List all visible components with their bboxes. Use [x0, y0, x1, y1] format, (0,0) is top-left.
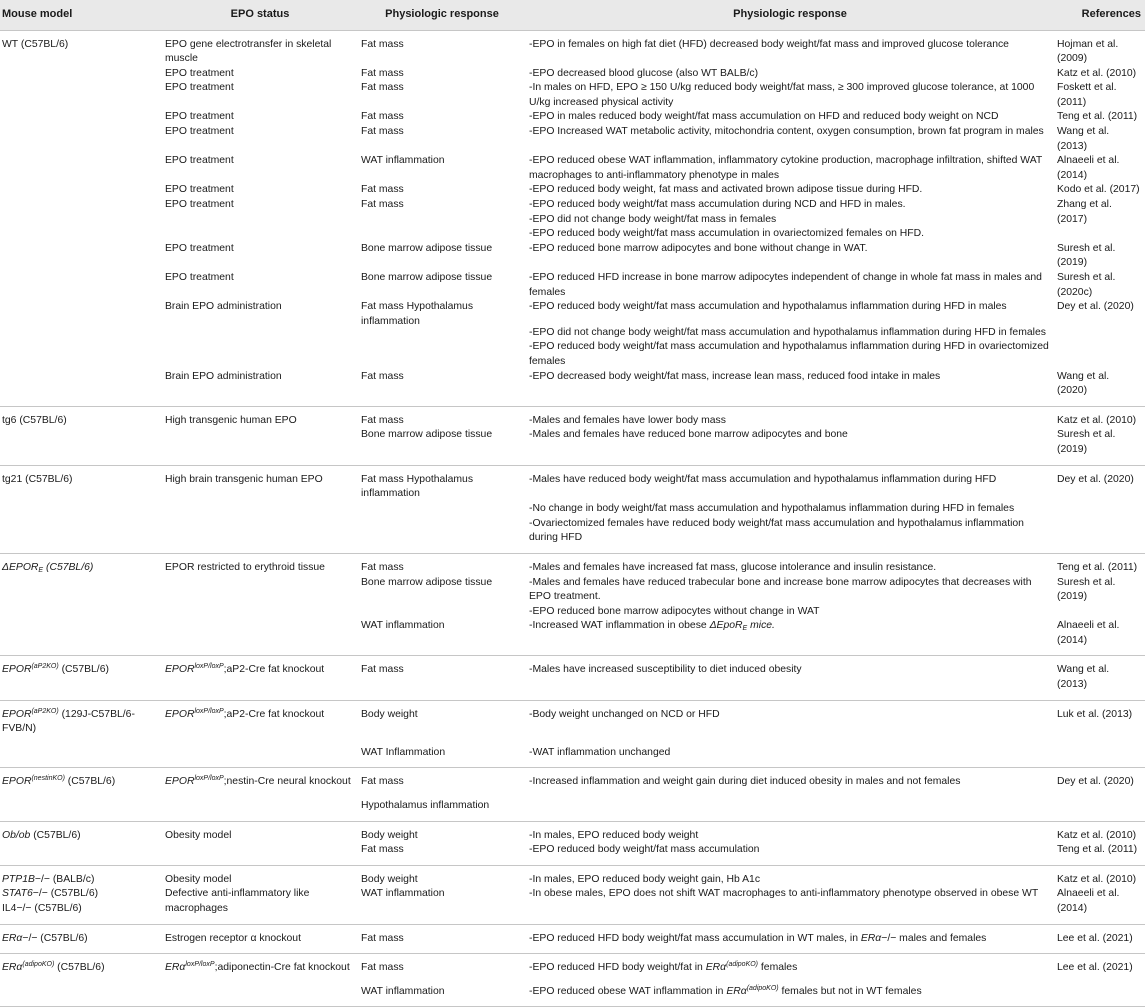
table-row [0, 67, 1145, 82]
response-detail: -EPO Increased WAT metabolic activity, mitochondria content, oxygen consumption, brown fat program in males [529, 126, 1044, 138]
table-row [0, 30, 1145, 67]
reference: Hojman et al. (2009) [1057, 38, 1119, 65]
mouse-model: tg21 (C57BL/6) [0, 465, 162, 553]
epo-status: Obesity model [165, 873, 232, 885]
response-detail [526, 576, 1054, 620]
response-detail: -EPO reduced HFD increase in bone marrow adipocytes independent of change in whole fat mass in males and females [529, 272, 1042, 298]
response-detail [526, 198, 1054, 242]
table-row [0, 768, 1145, 799]
response-detail: -Males and females have lower body mass [529, 414, 726, 426]
physiologic-response: Fat mass [361, 184, 404, 196]
response-detail: -Body weight unchanged on NCD or HFD [529, 708, 720, 720]
response-detail: -Males have increased susceptibility to diet induced obesity [526, 656, 1054, 700]
physiologic-response: WAT inflammation [358, 985, 526, 1007]
header-references: References [1054, 0, 1145, 30]
table-row [0, 300, 1145, 369]
physiologic-response: Body weight [361, 708, 418, 720]
table-row [0, 746, 1145, 768]
reference: Alnaeeli et al. (2014) [1057, 155, 1120, 181]
table-row [0, 619, 1145, 656]
table-row [0, 198, 1145, 242]
response-detail: -WAT inflammation unchanged [526, 746, 1054, 768]
epo-status: EPO treatment [165, 111, 234, 123]
epo-status: $EPOR^{loxP/loxP};nestin$-Cre neural knockout [165, 775, 351, 788]
table-row [0, 242, 1145, 271]
header-epo-status: EPO status [162, 0, 358, 30]
response-detail: -In obese males, EPO does not shift WAT macrophages to anti-inflammatory phenotype observed in obese WT [526, 887, 1054, 924]
response-detail: -In males, EPO reduced body weight [529, 829, 699, 841]
table-row [0, 465, 1145, 553]
response-line: -EPO did not change body weight/fat mass in females [529, 213, 777, 225]
response-line: -Males have reduced body weight/fat mass accumulation and hypothalamus inflammation during HFD [529, 473, 997, 485]
response-line: -EPO reduced body weight/fat mass accumulation and hypothalamus inflammation during HFD in ovariectomized females [529, 341, 1049, 367]
response-line: -EPO reduced body weight/fat mass accumulation during NCD and HFD in males. [529, 199, 906, 211]
epo-status: EPO treatment [165, 82, 234, 94]
table-row [0, 799, 1145, 821]
table-row [0, 183, 1145, 198]
physiologic-response: WAT inflammation [361, 155, 445, 167]
physiologic-response: Fat mass [358, 924, 526, 954]
physiologic-response: Fat mass [361, 414, 404, 426]
table-row [0, 370, 1145, 407]
physiologic-response: Fat mass [361, 962, 404, 974]
mouse-model: $\Delta EPOR_E$ (C57BL/6) [2, 561, 94, 574]
reference: Katz et al. (2010) [1057, 67, 1137, 79]
physiologic-response: Fat mass [358, 656, 526, 700]
epo-status: High transgenic human EPO [165, 414, 297, 426]
mouse-model: PTP1B−/− (BALB/c) [2, 873, 95, 885]
table-row [0, 428, 1145, 465]
mouse-model: WT (C57BL/6) [2, 38, 69, 50]
reference: Katz et al. (2010) [1057, 873, 1137, 885]
reference: Alnaeeli et al. (2014) [1054, 887, 1145, 924]
response-detail: -EPO decreased blood glucose (also WT BALB/c) [529, 67, 759, 79]
epo-status: EPO treatment [165, 67, 234, 79]
reference: Teng et al. (2011) [1057, 561, 1138, 573]
epo-status: EPO treatment [165, 199, 234, 211]
response-detail: -Increased inflammation and weight gain during diet induced obesity in males and not females [529, 776, 961, 788]
reference: Suresh et al. (2019) [1057, 576, 1116, 603]
reference: Lee et al. (2021) [1054, 924, 1145, 954]
reference: Suresh et al. (2020c) [1057, 272, 1116, 298]
epo-status: EPO treatment [165, 155, 234, 167]
table-row [0, 553, 1145, 575]
epo-status: $EPOR^{loxP/loxP};aP2$-Cre fat knockout [165, 707, 325, 720]
response-detail: -Males and females have reduced bone marrow adipocytes and bone [526, 428, 1054, 465]
mouse-model: Ob/ob (C57BL/6) [2, 829, 81, 841]
response-detail [526, 300, 1054, 369]
epo-status: Defective anti-inflammatory like macrophages [162, 887, 358, 924]
reference: Suresh et al. (2019) [1057, 242, 1116, 269]
table-row [0, 154, 1145, 183]
physiologic-response: Fat mass [358, 843, 526, 865]
table-row [0, 887, 1145, 924]
table-row [0, 271, 1145, 300]
response-line: -Ovariectomized females have reduced body weight/fat mass accumulation and hypothalamus inflammation during HFD [529, 517, 1024, 544]
response-detail: -Increased WAT inflammation in obese ΔEpoR$_E$ mice. [526, 619, 1054, 656]
physiologic-response: Bone marrow adipose tissue [361, 242, 493, 254]
epo-status: $EPOR^{loxP/loxP};aP2$-Cre fat knockout [162, 656, 358, 700]
mouse-model: $EPOR^{(aP2KO)}$ (129J-C57BL/6-FVB/N) [2, 707, 135, 735]
response-line: -No change in body weight/fat mass accumulation and hypothalamus inflammation during HFD in females [529, 503, 1015, 515]
reference: Katz et al. (2010) [1057, 414, 1137, 426]
physiologic-response: Fat mass [361, 82, 404, 94]
mouse-model: STAT6−/− (C57BL/6) IL4−/− (C57BL/6) [0, 887, 162, 924]
response-detail: -In males on HFD, EPO ≥ 150 U/kg reduced body weight/fat mass, ≥ 300 improved glucose tolerance, at 1000 U/kg increased physical activity [529, 82, 1035, 108]
physiologic-response: Fat mass [361, 111, 404, 123]
table-row [0, 821, 1145, 843]
header-physiologic-response-detail: Physiologic response [526, 0, 1054, 30]
response-detail: -EPO reduced body weight/fat mass accumulation [526, 843, 1054, 865]
reference: Luk et al. (2013) [1057, 708, 1133, 720]
table-row [0, 656, 1145, 700]
reference: Dey et al. (2020) [1054, 465, 1145, 553]
reference: Dey et al. (2020) [1057, 776, 1134, 788]
table-row [0, 576, 1145, 620]
reference: Katz et al. (2010) [1057, 829, 1137, 841]
reference: Kodo et al. (2017) [1057, 184, 1140, 196]
epo-status: EPO gene electrotransfer in skeletal muscle [165, 38, 332, 65]
epo-status: EPO treatment [165, 272, 234, 283]
epo-status: Estrogen receptor α knockout [162, 924, 358, 954]
table-row [0, 81, 1145, 110]
physiologic-response: Fat mass [361, 67, 404, 79]
table-row [0, 406, 1145, 428]
response-detail: -EPO reduced body weight, fat mass and activated brown adipose tissue during HFD. [529, 184, 923, 196]
header-physiologic-response: Physiologic response [358, 0, 526, 30]
table-row [0, 110, 1145, 125]
response-detail: -EPO reduced obese WAT inflammation in ERα$^{(adipoKO)}$ females but not in WT females [526, 985, 1054, 1007]
physiologic-response: Body weight [361, 873, 418, 885]
physiologic-response: Fat mass Hypothalamus inflammation [358, 465, 526, 553]
reference: Teng et al. (2011) [1054, 843, 1145, 865]
reference: Dey et al. (2020) [1057, 301, 1134, 313]
mouse-model: tg6 (C57BL/6) [2, 414, 67, 426]
reference: Alnaeeli et al. (2014) [1054, 619, 1145, 656]
reference: Lee et al. (2021) [1057, 962, 1133, 974]
table-row [0, 954, 1145, 985]
mouse-model: ERα−/− (C57BL/6) [0, 924, 162, 954]
response-detail: -EPO reduced bone marrow adipocytes and bone without change in WAT. [529, 242, 868, 254]
response-detail: -Males and females have increased fat mass, glucose intolerance and insulin resistance. [529, 561, 937, 573]
response-detail [526, 465, 1054, 553]
reference: Teng et al. (2011) [1057, 111, 1138, 123]
mouse-model: ERα$^{(adipoKO)}$ (C57BL/6) [2, 961, 105, 974]
response-detail: -EPO reduced obese WAT inflammation, inflammatory cytokine production, macrophage infiltration, shifted WAT macrophages to anti-inflammatory phenotype in males [529, 155, 1043, 181]
response-detail: -EPO in males reduced body weight/fat mass accumulation on HFD and reduced body weight on NCD [529, 111, 999, 123]
physiologic-response: Bone marrow adipose tissue [358, 428, 526, 465]
epo-status: Brain EPO administration [165, 301, 282, 313]
physiologic-response: Bone marrow adipose tissue [361, 272, 493, 283]
physiologic-response: Fat mass [361, 561, 404, 573]
reference: Wang et al. (2020) [1054, 370, 1145, 407]
epo-status: High brain transgenic human EPO [162, 465, 358, 553]
response-detail: -EPO decreased body weight/fat mass, increase lean mass, reduced food intake in males [526, 370, 1054, 407]
physiologic-response: Fat mass [358, 370, 526, 407]
reference: Wang et al. (2013) [1054, 656, 1145, 700]
physiologic-response: Fat mass Hypothalamus inflammation [361, 301, 474, 327]
table-row [0, 865, 1145, 887]
response-line: -EPO reduced body weight/fat mass accumulation in ovariectomized females on HFD. [529, 228, 925, 240]
physiologic-response: Fat mass [361, 776, 404, 788]
response-detail: -In males, EPO reduced body weight gain, Hb A1c [529, 873, 761, 885]
reference: Suresh et al. (2019) [1054, 428, 1145, 465]
epo-status: EPO treatment [165, 184, 234, 196]
physiologic-response: Body weight [361, 829, 418, 841]
header-mouse-model: Mouse model [0, 0, 162, 30]
response-line: -EPO reduced bone marrow adipocytes without change in WAT [529, 605, 820, 617]
table-row [0, 700, 1145, 746]
epo-status: Brain EPO administration [162, 370, 358, 407]
epo-status: EPO treatment [165, 126, 234, 138]
reference: Zhang et al. (2017) [1057, 199, 1112, 225]
reference: Wang et al. (2013) [1057, 126, 1110, 152]
physiologic-response: Fat mass [361, 199, 404, 211]
table-row [0, 125, 1145, 154]
table-row [0, 843, 1145, 865]
response-detail: -EPO reduced HFD body weight/fat mass accumulation in WT males, in ERα−/− males and females [526, 924, 1054, 954]
epo-status: EPOR restricted to erythroid tissue [165, 561, 325, 573]
mouse-model: $EPOR^{(nestinKO)}$ (C57BL/6) [2, 775, 116, 788]
physiologic-response: WAT inflammation [358, 887, 526, 924]
physiologic-response: WAT Inflammation [358, 746, 526, 768]
physiologic-response: Bone marrow adipose tissue [361, 576, 493, 588]
table-header [0, 0, 1145, 30]
physiologic-response: Fat mass [361, 126, 404, 138]
epo-status: Obesity model [165, 829, 232, 841]
epo-status: ERα$^{loxP/loxP}$;adiponectin-Cre fat knockout [165, 961, 350, 974]
table-row [0, 985, 1145, 1007]
response-line: -EPO did not change body weight/fat mass accumulation and hypothalamus inflammation during HFD in females [529, 326, 1046, 338]
response-line: -Males and females have reduced trabecular bone and increase bone marrow adipocytes that decreases with EPO treatment. [529, 576, 1032, 603]
response-detail: -EPO reduced HFD body weight/fat in ERα$^{(adipoKO)}$ females [529, 961, 798, 974]
physiologic-response: Fat mass [361, 38, 404, 50]
response-line: -EPO reduced body weight/fat mass accumulation and hypothalamus inflammation during HFD in males [529, 301, 1007, 313]
mouse-model: $EPOR^{(aP2KO)}$ (C57BL/6) [0, 656, 162, 700]
response-detail: -EPO in females on high fat diet (HFD) decreased body weight/fat mass and improved glucose tolerance [529, 38, 1009, 50]
reference: Foskett et al. (2011) [1057, 82, 1117, 108]
physiologic-response: WAT inflammation [358, 619, 526, 656]
table-row [0, 924, 1145, 954]
physiologic-response: Hypothalamus inflammation [358, 799, 526, 821]
epo-status: EPO treatment [165, 242, 234, 254]
